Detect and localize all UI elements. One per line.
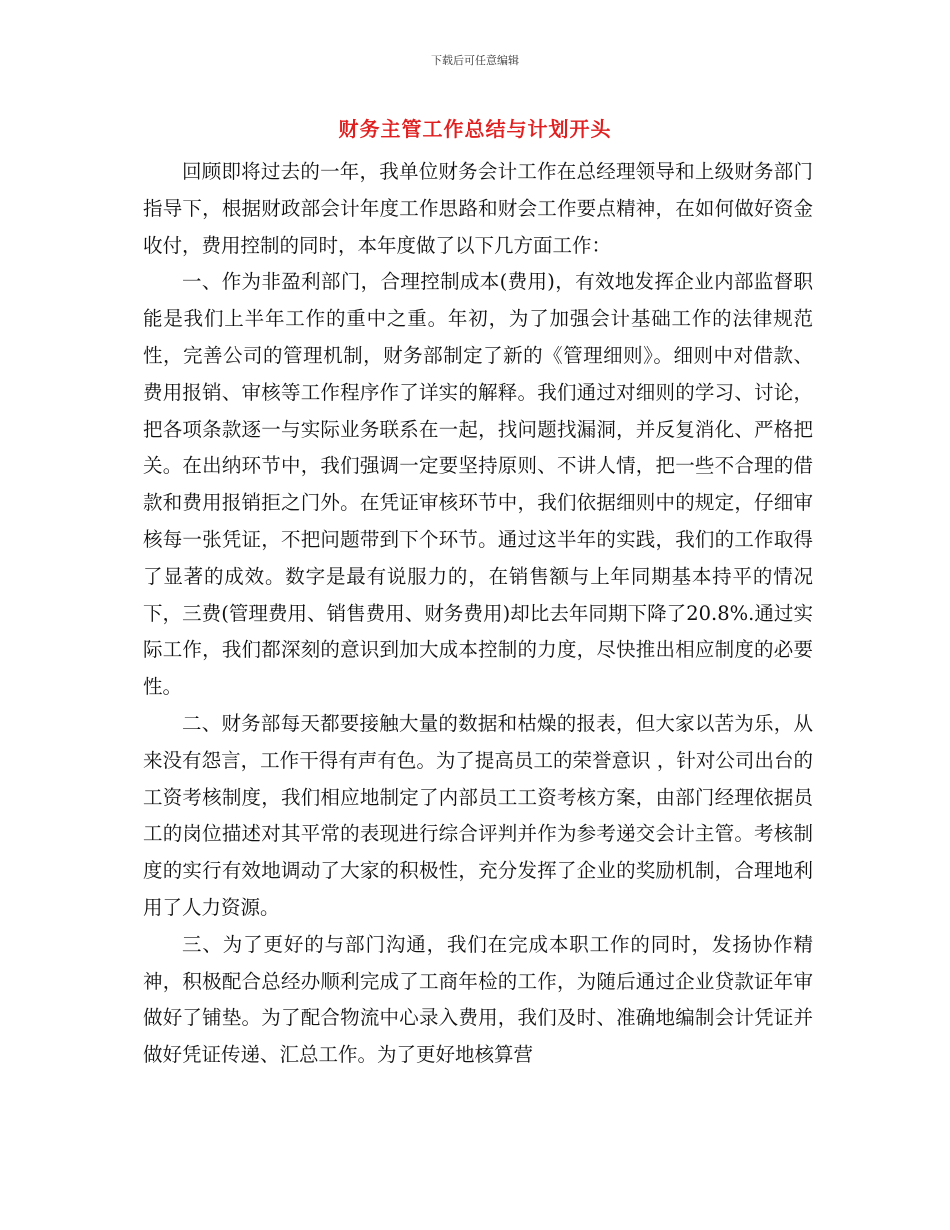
paragraph-two: 二、财务部每天都要接触大量的数据和枯燥的报表，但大家以苦为乐，从来没有怨言，工作干得有声有色。为了提高员工的荣誉意识 ，针对公司出台的工资考核制度，我们相应地制定了内部员工工资考核方案，由部门经理依据员工的岗位描述对其平常的表现进行综合评判并作为参考递交会计主管。考核制度的实行有效地调动了大家的积极性，充分发挥了企业的奖励机制，合理地利用了人力资源。 (143, 711, 813, 919)
document-body (143, 154, 813, 1074)
paragraph-intro: 回顾即将过去的一年，我单位财务会计工作在总经理领导和上级财务部门指导下，根据财政部会计年度工作思路和财会工作要点精神，在如何做好资金收付，费用控制的同时，本年度做了以下几方面工作： (143, 160, 813, 257)
paragraph-three: 三、为了更好的与部门沟通，我们在完成本职工作的同时，发扬协作精神，积极配合总经办顺利完成了工商年检的工作，为随后通过企业贷款证年审做好了铺垫。为了配合物流中心录入费用，我们及时、准确地编制会计凭证并做好凭证传递、汇总工作。为了更好地核算营 (143, 932, 813, 1067)
document-title: 财务主管工作总结与计划开头 (338, 117, 612, 141)
paragraph-one: 一、作为非盈利部门，合理控制成本(费用)，有效地发挥企业内部监督职能是我们上半年工作的重中之重。年初，为了加强会计基础工作的法律规范性，完善公司的管理机制，财务部制定了新的《管理细则》。细则中对借款、费用报销、审核等工作程序作了详实的解释。我们通过对细则的学习、讨论，把各项条款逐一与实际业务联系在一起，找问题找漏洞，并反复消化、严格把关。在出纳环节中，我们强调一定要坚持原则、不讲人情，把一些不合理的借款和费用报销拒之门外。在凭证审核环节中，我们依据细则中的规定，仔细审核每一张凭证，不把问题带到下个环节。通过这半年的实践，我们的工作取得了显著的成效。数字是最有说服力的，在销售额与上年同期基本持平的情况下，三费(管理费用、销售费用、财务费用)却比去年同期下降了20.8%.通过实际工作，我们都深刻的意识到加大成本控制的力度，尽快推出相应制度的必要性。 (143, 270, 813, 699)
header-note: 下载后可任意编辑 (431, 54, 519, 67)
